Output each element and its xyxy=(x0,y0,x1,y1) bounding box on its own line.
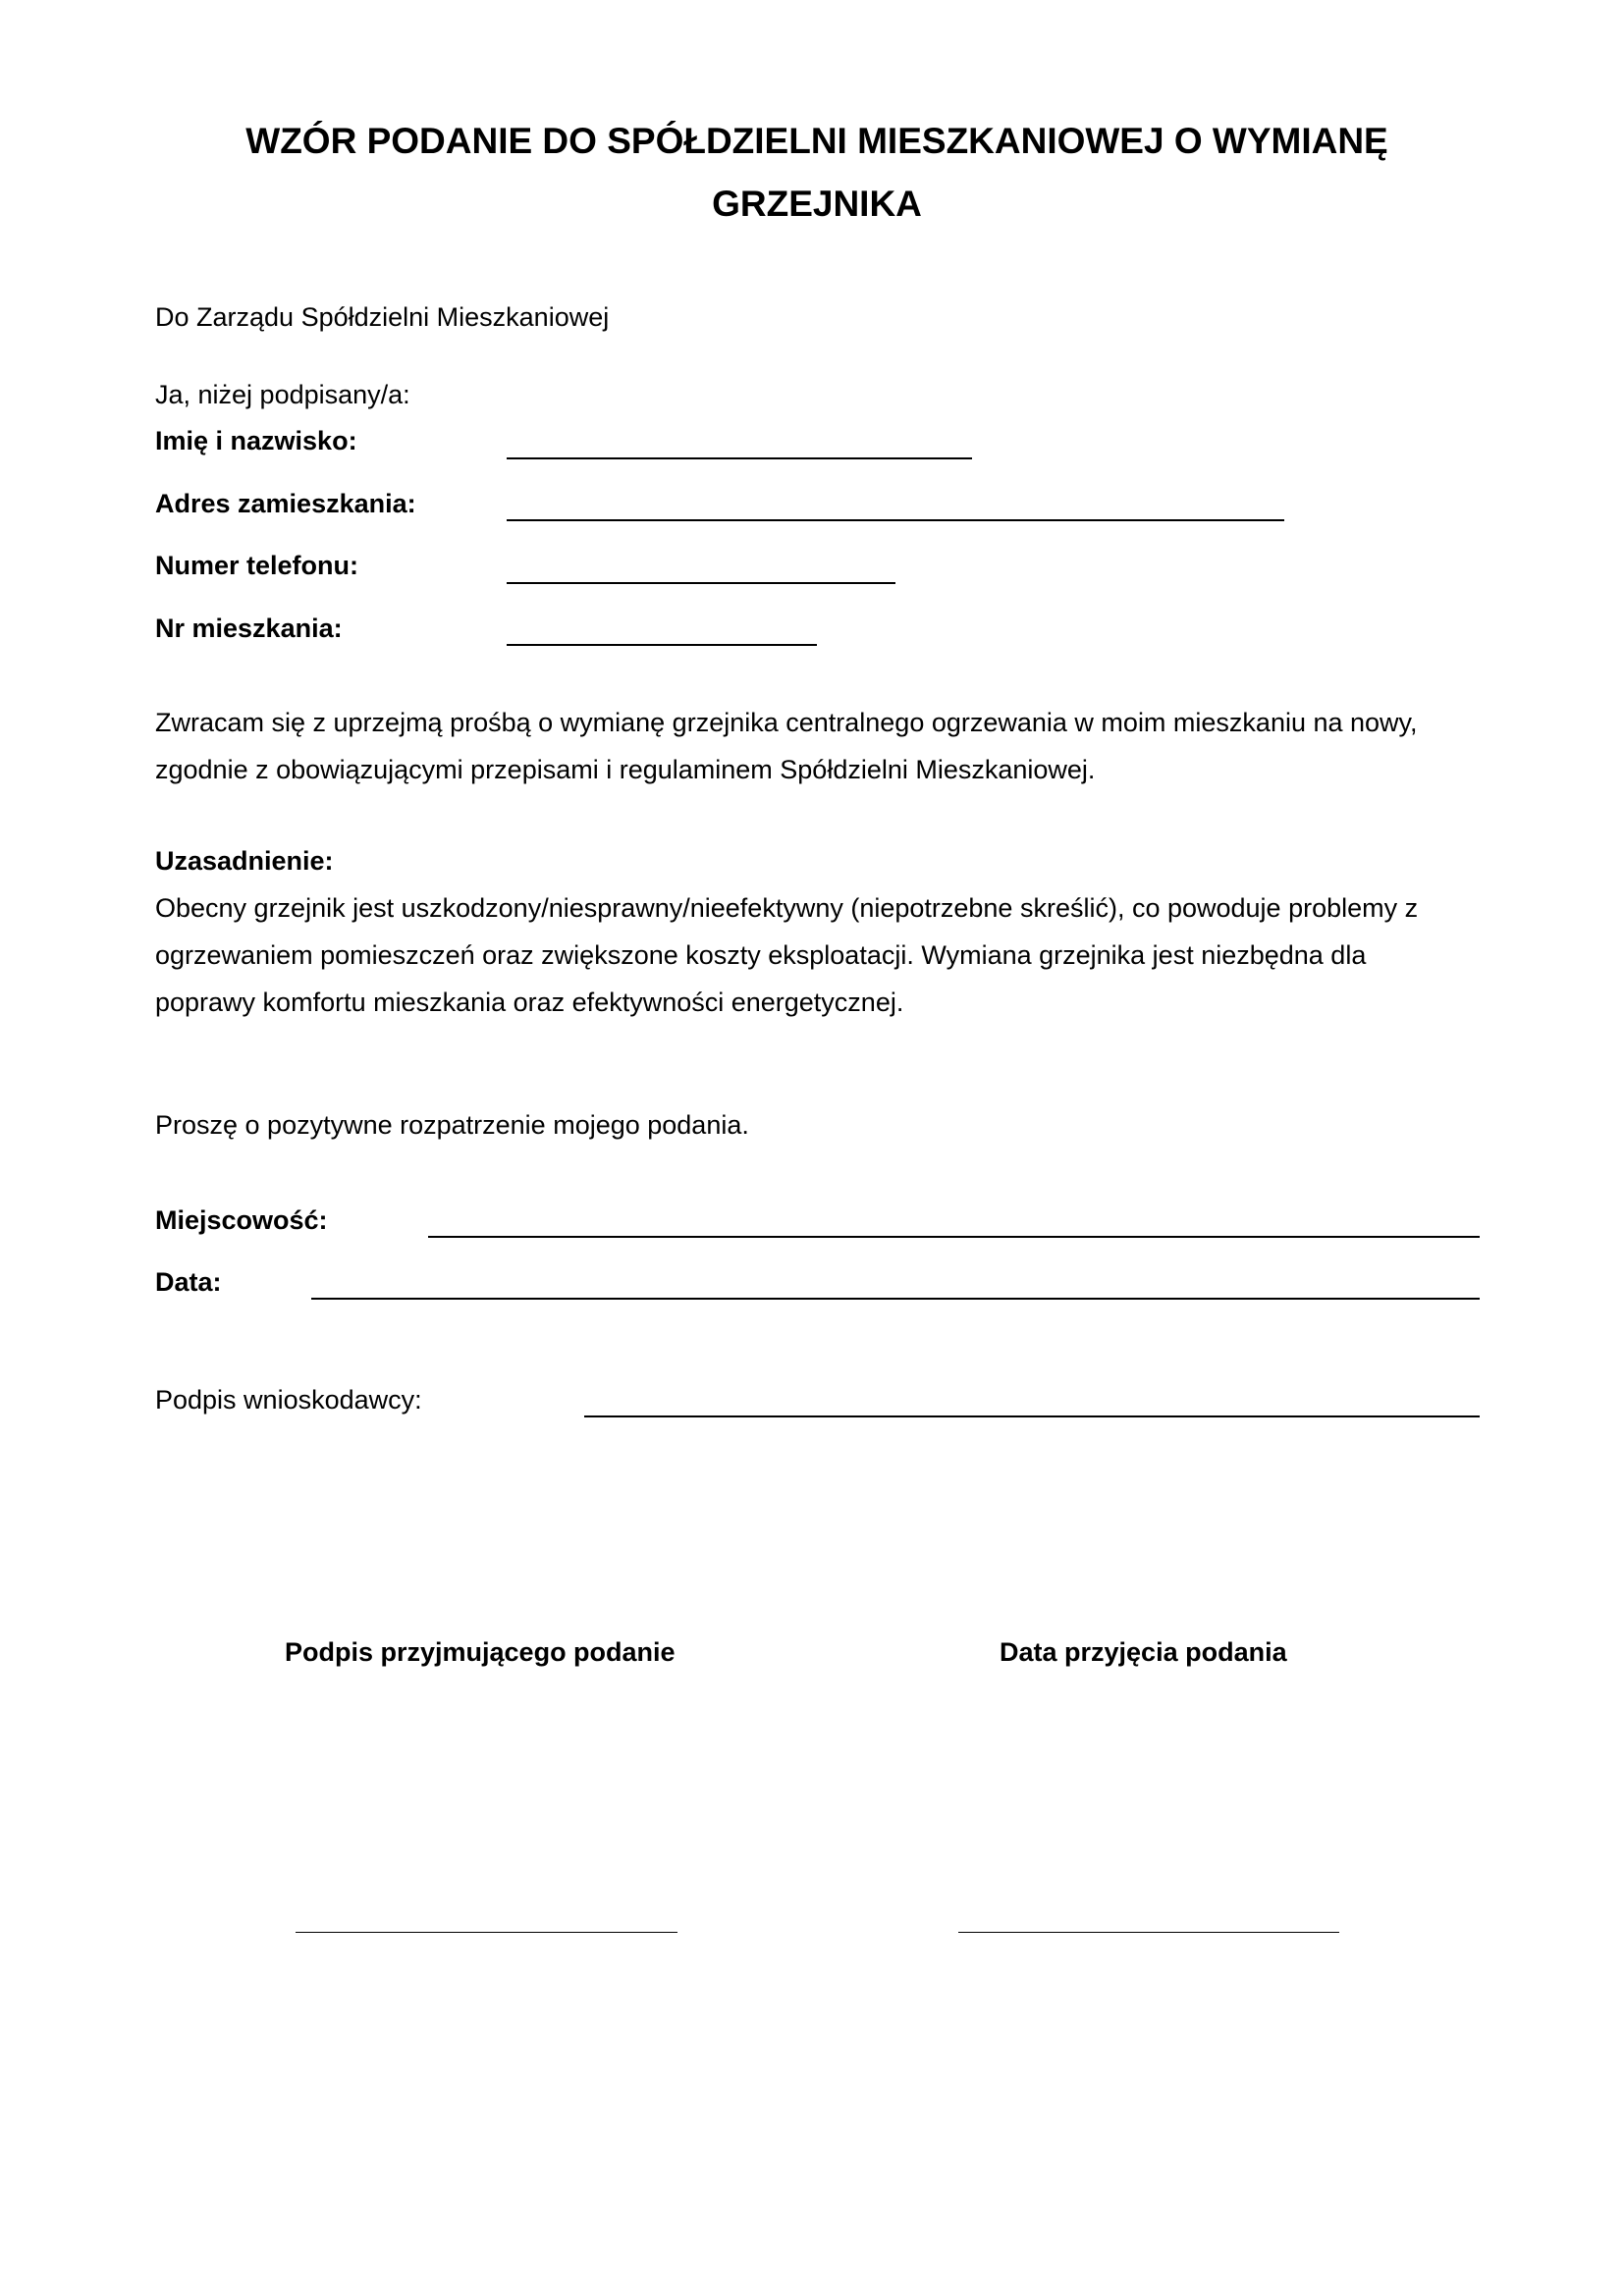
request-line-1: Zwracam się z uprzejmą prośbą o wymianę grzejnika centralnego ogrzewania w moim mieszkaniu na nowy, xyxy=(155,708,1418,737)
justification-line-2: ogrzewaniem pomieszczeń oraz zwiększone koszty eksploatacji. Wymiana grzejnika jest niezbędna dla xyxy=(155,940,1367,970)
name-label: Imię i nazwisko: xyxy=(155,426,357,455)
place-field[interactable] xyxy=(428,1236,1480,1238)
phone-label: Numer telefonu: xyxy=(155,551,359,580)
date-label: Data: xyxy=(155,1267,222,1297)
address-label: Adres zamieszkania: xyxy=(155,489,416,518)
request-line-2: zgodnie z obowiązującymi przepisami i regulaminem Spółdzielni Mieszkaniowej. xyxy=(155,755,1096,784)
title-line-1: WZÓR PODANIE DO SPÓŁDZIELNI MIESZKANIOWEJ O WYMIANĘ xyxy=(245,121,1388,161)
document-title xyxy=(155,110,1479,236)
justification-heading: Uzasadnienie: xyxy=(155,846,334,876)
address-field[interactable] xyxy=(507,519,1284,521)
applicant-signature-label: Podpis wnioskodawcy: xyxy=(155,1385,422,1415)
closing-line: Proszę o pozytywne rozpatrzenie mojego podania. xyxy=(155,1110,749,1140)
apartment-field[interactable] xyxy=(507,644,817,646)
name-field[interactable] xyxy=(507,457,972,459)
title-line-2: GRZEJNIKA xyxy=(712,184,922,224)
receipt-date-field[interactable] xyxy=(958,1932,1339,1933)
apartment-label: Nr mieszkania: xyxy=(155,614,343,643)
justification-line-3: poprawy komfortu mieszkania oraz efektywności energetycznej. xyxy=(155,988,904,1017)
receipt-date-label: Data przyjęcia podania xyxy=(1000,1637,1287,1667)
receiver-signature-label: Podpis przyjmującego podanie xyxy=(285,1637,676,1667)
recipient-line: Do Zarządu Spółdzielni Mieszkaniowej xyxy=(155,302,610,332)
receiver-signature-field[interactable] xyxy=(296,1932,677,1933)
date-field[interactable] xyxy=(311,1298,1480,1300)
justification-line-1: Obecny grzejnik jest uszkodzony/niesprawny/nieefektywny (niepotrzebne skreślić), co powoduje problemy z xyxy=(155,893,1419,923)
applicant-signature-field[interactable] xyxy=(584,1415,1480,1417)
intro-line: Ja, niżej podpisany/a: xyxy=(155,380,410,409)
place-label: Miejscowość: xyxy=(155,1205,328,1235)
phone-field[interactable] xyxy=(507,582,895,584)
